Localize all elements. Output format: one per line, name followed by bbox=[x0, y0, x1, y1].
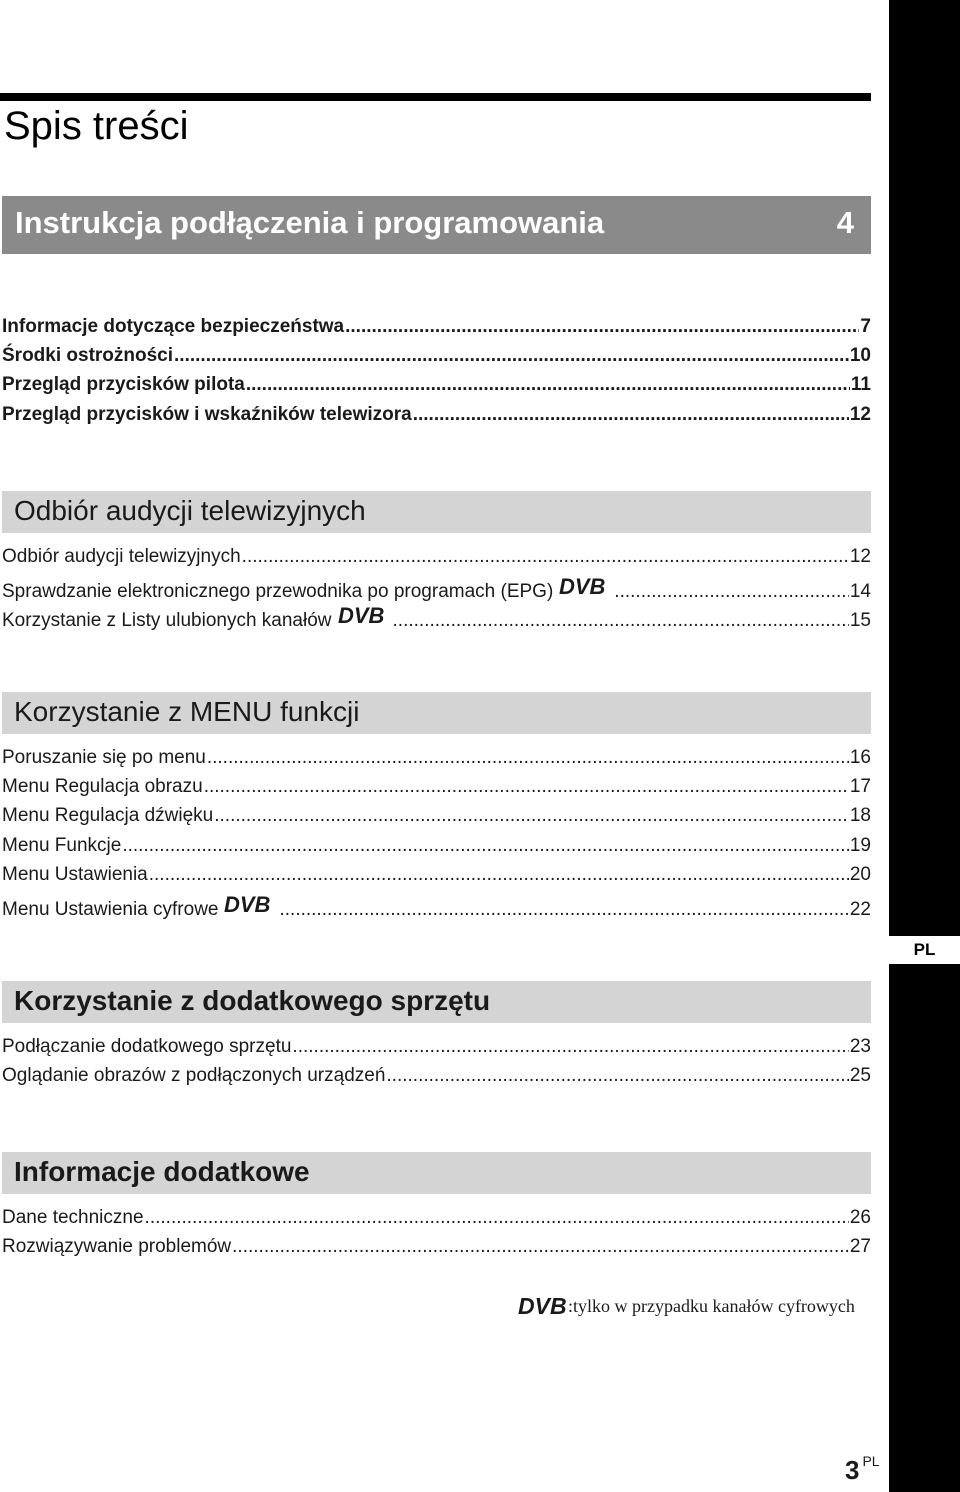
toc-list-menu bbox=[2, 747, 871, 922]
main-toc-list bbox=[2, 316, 871, 433]
page-title: Spis treści bbox=[4, 104, 189, 148]
main-section-title: Instrukcja podłączenia i programowania bbox=[15, 205, 605, 240]
toc-entry[interactable]: Podłączanie dodatkowego sprzętu ..... 23 bbox=[2, 1036, 871, 1065]
svg-text:DVB: DVB bbox=[224, 892, 271, 915]
toc-entry[interactable]: Informacje dotyczące bezpieczeństwa ..... 7 bbox=[2, 316, 871, 345]
toc-entry[interactable]: Menu Ustawienia ..... 20 bbox=[2, 864, 871, 893]
toc-entry[interactable]: Menu Funkcje ..... 19 bbox=[2, 835, 871, 864]
toc-list-reception bbox=[2, 546, 871, 634]
section-header-equipment: Korzystanie z dodatkowego sprzętu bbox=[2, 981, 871, 1023]
toc-entry[interactable]: Środki ostrożności ..... 10 bbox=[2, 345, 871, 374]
dvb-logo-icon bbox=[559, 575, 607, 597]
dvb-logo-icon bbox=[338, 604, 386, 626]
page-lang: PL bbox=[862, 1453, 880, 1469]
section-header-additional: Informacje dodatkowe bbox=[2, 1152, 871, 1194]
dvb-logo-icon bbox=[518, 1294, 568, 1318]
toc-entry[interactable]: Sprawdzanie elektronicznego przewodnika po programach (EPG) DVB ..... 14 bbox=[2, 575, 871, 604]
page-number: 3 $^{PL}$ bbox=[845, 1453, 880, 1485]
main-section-page: 4 bbox=[836, 205, 854, 240]
dvb-footnote bbox=[518, 1294, 855, 1318]
svg-text:DVB: DVB bbox=[337, 604, 384, 627]
svg-text:DVB: DVB bbox=[518, 1294, 567, 1318]
language-tab: PL bbox=[889, 936, 960, 964]
toc-entry[interactable]: Przegląd przycisków i wskaźników telewizora ..... 12 bbox=[2, 404, 871, 433]
toc-entry[interactable]: Menu Regulacja obrazu ..... 17 bbox=[2, 776, 871, 805]
toc-list-equipment bbox=[2, 1036, 871, 1094]
section-header-reception: Odbiór audycji telewizyjnych bbox=[2, 491, 871, 533]
dvb-logo-icon bbox=[224, 893, 272, 915]
toc-entry[interactable]: Oglądanie obrazów z podłączonych urządzeń ..... 25 bbox=[2, 1065, 871, 1094]
toc-entry[interactable]: Korzystanie z Listy ulubionych kanałów DVB ..... 15 bbox=[2, 604, 871, 633]
toc-list-additional bbox=[2, 1207, 871, 1265]
toc-entry[interactable]: Przegląd przycisków pilota ..... 11 bbox=[2, 374, 871, 403]
top-rule bbox=[0, 93, 871, 101]
footnote-text: :tylko w przypadku kanałów cyfrowych bbox=[568, 1295, 855, 1316]
toc-entry[interactable]: Menu Ustawienia cyfrowe DVB ..... 22 bbox=[2, 893, 871, 922]
section-header-menu: Korzystanie z MENU funkcji bbox=[2, 692, 871, 734]
black-side-tab bbox=[889, 0, 960, 1492]
svg-text:DVB: DVB bbox=[559, 575, 606, 598]
toc-entry[interactable]: Rozwiązywanie problemów ..... 27 bbox=[2, 1236, 871, 1265]
toc-entry[interactable]: Menu Regulacja dźwięku ..... 18 bbox=[2, 805, 871, 834]
toc-entry[interactable]: Poruszanie się po menu ..... 16 bbox=[2, 747, 871, 776]
toc-entry[interactable]: Odbiór audycji telewizyjnych ..... 12 bbox=[2, 546, 871, 575]
toc-entry[interactable]: Dane techniczne ..... 26 bbox=[2, 1207, 871, 1236]
main-section-banner bbox=[2, 196, 871, 254]
